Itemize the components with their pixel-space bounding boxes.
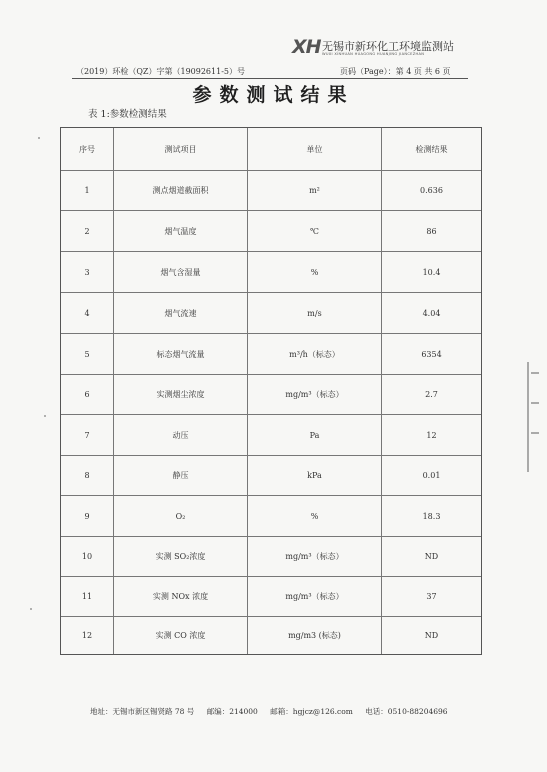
row-result: 12 [381, 415, 481, 455]
stamp-fragment [531, 372, 539, 374]
row-unit: ℃ [247, 211, 381, 251]
page-info: 页码（Page）：第 4 页 共 6 页 [340, 67, 451, 76]
table-row [61, 170, 481, 210]
row-result: ND [381, 537, 481, 576]
row-item: 烟气含湿量 [113, 252, 247, 292]
footer-address: 地址：无锡市新区锡贤路 78 号 [90, 707, 195, 716]
table-row [61, 616, 481, 654]
row-unit: mg/m³（标态） [247, 577, 381, 616]
table-row [61, 374, 481, 414]
row-result: 2.7 [381, 375, 481, 414]
table-row [61, 455, 481, 495]
table-header-row [61, 128, 481, 170]
row-result: 0.636 [381, 171, 481, 210]
results-table [60, 127, 482, 655]
report-number: （2019）环检（QZ）字第（19092611-5）号 [76, 67, 245, 76]
row-result: 10.4 [381, 252, 481, 292]
footer-phone: 电话：0510-88204696 [365, 707, 448, 716]
row-index: 6 [84, 390, 90, 399]
seam-stamp-mark [527, 362, 541, 472]
row-result: 37 [381, 577, 481, 616]
row-item: 静压 [113, 456, 247, 495]
row-unit: m³/h（标态） [247, 334, 381, 374]
table-row [61, 292, 481, 333]
scan-speck [30, 608, 32, 610]
row-item: 烟气温度 [113, 211, 247, 251]
page-footer [90, 706, 458, 717]
row-result: ND [381, 617, 481, 654]
table-row [61, 414, 481, 455]
page-title: 参数测试结果 [192, 84, 355, 106]
row-index: 10 [81, 552, 93, 561]
row-unit: Pa [247, 415, 381, 455]
header-cell-result: 检测结果 [381, 128, 481, 170]
table-row [61, 210, 481, 251]
table-row [61, 576, 481, 616]
row-unit: % [247, 496, 381, 536]
row-unit: mg/m³（标态） [247, 537, 381, 576]
row-index: 11 [81, 592, 93, 601]
row-index: 1 [84, 186, 90, 195]
row-index: 12 [81, 631, 93, 640]
logo-mark: XH [292, 36, 321, 58]
header-divider [72, 78, 468, 79]
row-item: 实测 NOx 浓度 [113, 577, 247, 616]
row-index: 4 [84, 308, 90, 318]
row-index: 9 [84, 511, 90, 521]
row-index: 8 [84, 471, 90, 480]
row-unit: mg/m³（标态） [247, 375, 381, 414]
header-cell-index: 序号 [79, 144, 95, 154]
stamp-fragment [531, 402, 539, 404]
row-item: 动压 [113, 415, 247, 455]
footer-email: 邮箱：hgjcz@126.com [270, 707, 353, 716]
row-index: 7 [84, 430, 90, 440]
row-unit: kPa [247, 456, 381, 495]
logo-name: 无锡市新环化工环境监测站 [322, 40, 454, 53]
row-result: 18.3 [381, 496, 481, 536]
row-result: 0.01 [381, 456, 481, 495]
stamp-fragment [531, 432, 539, 434]
table-row [61, 333, 481, 374]
row-index: 3 [84, 267, 90, 277]
row-item: 烟气流速 [113, 293, 247, 333]
header-cell-unit: 单位 [247, 128, 381, 170]
table-row [61, 536, 481, 576]
station-logo [292, 36, 462, 62]
table-caption: 表 1:参数检测结果 [88, 109, 167, 120]
row-result: 4.04 [381, 293, 481, 333]
logo-pinyin: WUXI XINHUAN HUAGONG HUANJING JIANCEZHAN [322, 52, 425, 56]
footer-postcode: 邮编：214000 [206, 707, 258, 716]
row-item: 测点烟道截面积 [113, 171, 247, 210]
row-item: 实测烟尘浓度 [113, 375, 247, 414]
row-unit: mg/m3 (标态) [247, 617, 381, 654]
row-result: 86 [381, 211, 481, 251]
row-unit: m² [247, 171, 381, 210]
row-result: 6354 [381, 334, 481, 374]
row-unit: m/s [247, 293, 381, 333]
table-row [61, 495, 481, 536]
scan-speck [44, 415, 46, 417]
row-item: 实测 SO₂浓度 [113, 537, 247, 576]
table-row [61, 251, 481, 292]
row-index: 2 [84, 226, 90, 236]
scan-speck [38, 137, 40, 139]
row-unit: % [247, 252, 381, 292]
header-cell-item: 测试项目 [113, 128, 247, 170]
row-item: 实测 CO 浓度 [113, 617, 247, 654]
row-index: 5 [84, 349, 90, 359]
row-item: 标态烟气流量 [113, 334, 247, 374]
row-item: O₂ [113, 496, 247, 536]
